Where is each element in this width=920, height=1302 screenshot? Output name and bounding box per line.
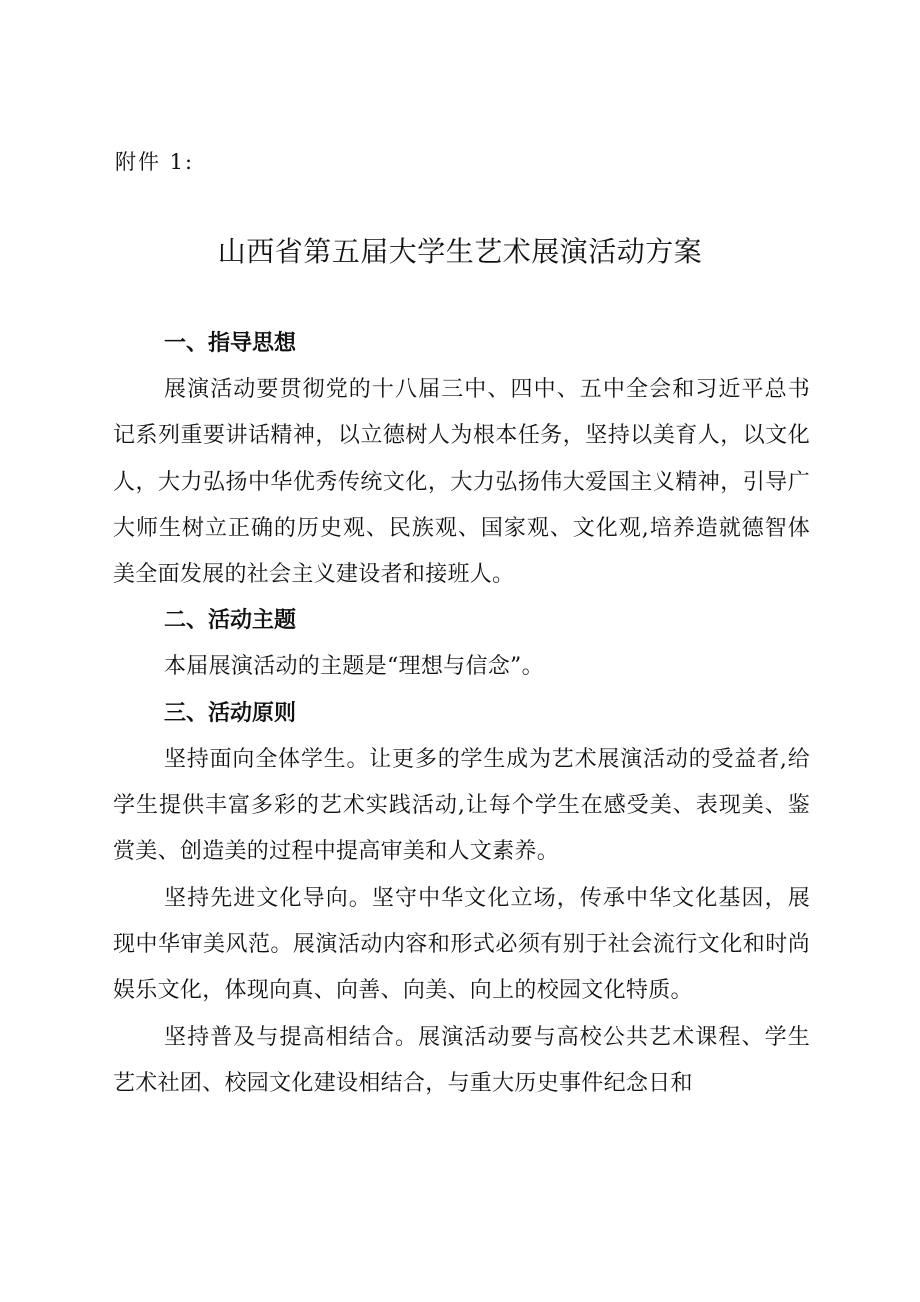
paragraph-principle-advanced-culture: 坚持先进文化导向。坚守中华文化立场，传承中华文化基因，展现中华审美风范。展演活动内容和形式必须有别于社会流行文化和时尚娱乐文化，体现向真、向善、向美、向上的校园文化特质。 [113,885,810,1004]
section-heading-activity-principles: 三、活动原则 [164,700,297,726]
paragraph-principle-popularization: 坚持普及与提高相结合。展演活动要与高校公共艺术课程、学生艺术社团、校园文化建设相结合，与重大历史事件纪念日和 [113,1024,810,1096]
paragraph-activity-theme: 本届展演活动的主题是“理想与信念”。 [164,654,544,680]
attachment-label: 附件 1: [115,150,195,174]
section-heading-activity-theme: 二、活动主题 [164,608,297,634]
paragraph-principle-all-students: 坚持面向全体学生。让更多的学生成为艺术展演活动的受益者,给学生提供丰富多彩的艺术实践活动,让每个学生在感受美、表现美、鉴赏美、创造美的过程中提高审美和人文素养。 [113,746,810,865]
document-title: 山西省第五届大学生艺术展演活动方案 [217,235,703,268]
document-body [113,321,810,1107]
paragraph-guiding-ideology: 展演活动要贯彻党的十八届三中、四中、五中全会和习近平总书记系列重要讲话精神，以立德树人为根本任务，坚持以美育人，以文化人，大力弘扬中华优秀传统文化，大力弘扬伟大爱国主义精神，引导广大师生树立正确的历史观、民族观、国家观、文化观,培养造就德智体美全面发展的社会主义建设者和接班人。 [113,377,810,588]
section-heading-guiding-ideology: 一、指导思想 [164,331,297,356]
